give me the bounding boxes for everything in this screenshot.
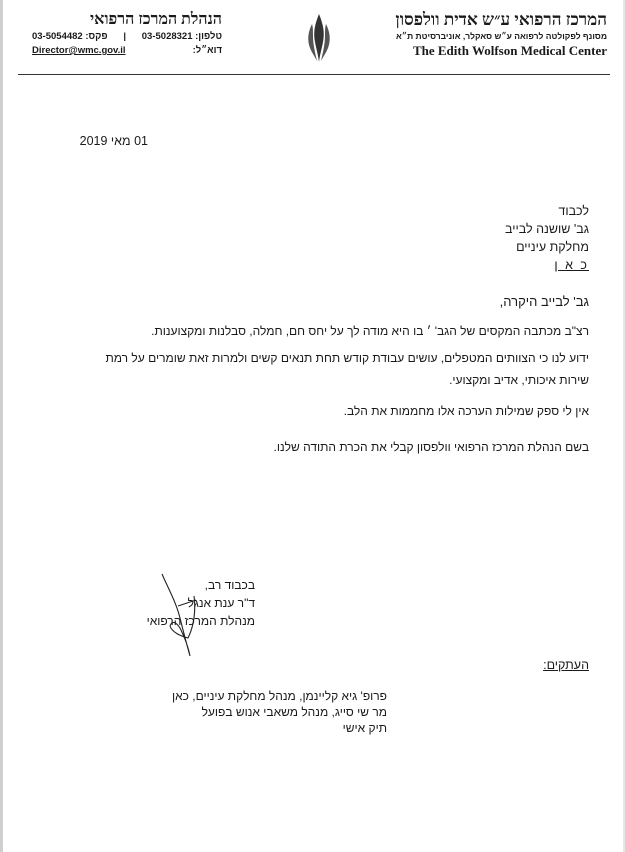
signer-title: מנהלת המרכז הרפואי — [146, 614, 255, 628]
page-edge — [0, 0, 3, 852]
cc-item: תיק אישי — [342, 721, 387, 735]
recipient-address — [505, 202, 589, 274]
body-paragraph-1: רצ"ב מכתבה המקסים של הגב' ׳ בו היא מודה לך על יחס חם, חמלה, סבלנות ומקצוענות. — [151, 324, 589, 338]
email-label: דוא״ל: — [192, 45, 222, 56]
body-paragraph-2 — [105, 347, 589, 391]
contact-email-row — [32, 44, 222, 58]
fax-label: פקס: — [85, 31, 108, 42]
phone-number: 03-5028321 — [141, 31, 193, 42]
cc-item: מר שי סייג, מנהל משאבי אנוש בפועל — [201, 705, 387, 719]
body-paragraph-4: בשם הנהלת המרכז הרפואי וולפסון קבלי את הכרת התודה שלנו. — [273, 440, 589, 454]
recipient-salutation: לכבוד — [558, 204, 589, 218]
org-name-en: The Edith Wolfson Medical Center — [412, 43, 607, 58]
letter-date: 01 מאי 2019 — [79, 134, 148, 148]
greeting: גב' לבייב היקרה, — [499, 294, 589, 309]
letterhead-dept-block — [32, 10, 222, 58]
org-affiliation: מסונף לפקולטה לרפואה ע״ש סאקלר, אוניברסיטת ת״א — [395, 31, 607, 41]
dept-name: הנהלת המרכז הרפואי — [89, 11, 222, 28]
recipient-department: מחלקת עיניים — [516, 240, 589, 254]
flame-logo-icon — [304, 12, 334, 64]
signer-name: ד"ר ענת אנגל — [187, 596, 255, 610]
closing-block — [147, 576, 255, 630]
header-divider — [18, 74, 610, 75]
fax-number: 03-5054482 — [32, 31, 83, 42]
cc-list — [172, 688, 387, 736]
recipient-name: גב' שושנה לבייב — [505, 222, 589, 236]
letterhead-org-block — [395, 10, 607, 59]
phone-label: טלפון: — [195, 31, 222, 42]
body-paragraph-3: אין לי ספק שמילות הערכה אלו מחממות את הלב. — [343, 404, 589, 418]
contact-phone-fax: טלפון: 03-5028321 | פקס: 03-5054482 — [32, 31, 222, 42]
cc-item: פרופ' גיא קליינמן, מנהל מחלקת עיניים, כאן — [171, 689, 387, 703]
cc-title: העתקים: — [543, 658, 589, 672]
recipient-location: כ א ן — [554, 258, 589, 272]
body-paragraph-2-line-1: ידוע לנו כי הצוותים המטפלים, עושים עבודת קודש תחת תנאים קשים ולמרות זאת שומרים על רמת — [105, 351, 589, 365]
org-name-he: המרכז הרפואי ע״ש אדית וולפסון — [395, 10, 607, 29]
closing-regards: בכבוד רב, — [204, 578, 255, 592]
email-link[interactable]: Director@wmc.gov.il — [32, 45, 126, 56]
body-paragraph-2-line-2: שירות איכותי, אדיב ומקצועי. — [449, 373, 589, 387]
